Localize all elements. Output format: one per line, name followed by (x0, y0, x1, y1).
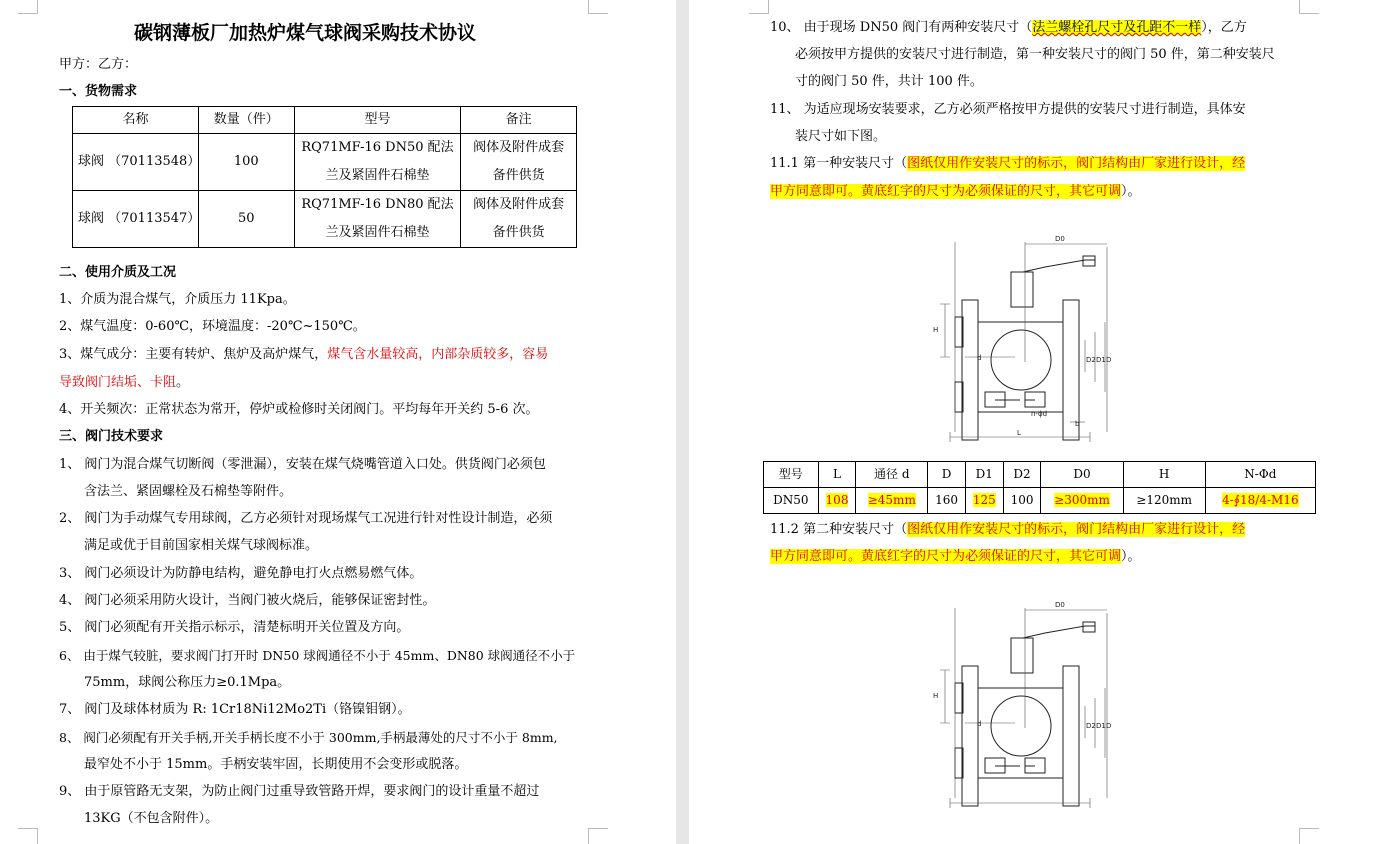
list-item-cont: 含法兰、紧固螺栓及石棉垫等附件。 (84, 484, 293, 499)
required-value: ≥300mm (1054, 493, 1110, 507)
table-row (764, 488, 1316, 514)
cell-line: 备件供货 (492, 168, 545, 183)
table-header-cell: D (928, 462, 966, 488)
table-header-cell: L (818, 462, 856, 488)
table-header-cell: 型号 (764, 462, 819, 488)
dim-label: D1 (1096, 722, 1106, 730)
table-cell (461, 191, 577, 248)
paragraph: 1、介质为混合煤气，介质压力 11Kpa。 (59, 292, 296, 307)
list-item: 7、 阀门及球体材质为 R: 1Cr18Ni12Mo2Ti（铬镍钼钢）。 (59, 702, 411, 717)
table-cell: 100 (1003, 488, 1041, 514)
dim-label: H (933, 692, 939, 700)
dim-label: D2 (1086, 356, 1096, 364)
dimension-table (763, 461, 1316, 514)
section-heading: 三、阀门技术要求 (59, 429, 164, 444)
crop-mark (1299, 0, 1319, 14)
crop-mark (588, 0, 608, 14)
list-item: 9、 由于原管路无支架，为防止阀门过重导致管路开焊，要求阀门的设计重量不超过 (59, 784, 540, 799)
ball (991, 330, 1051, 390)
paragraph-cont: 必须按甲方提供的安装尺寸进行制造，第一种安装尺寸的阀门 50 件，第二种安装尺 (795, 47, 1275, 62)
list-item-cont: 75mm，球阀公称压力≥0.1Mpa。 (84, 675, 291, 690)
highlight-text: 甲方同意即可。黄底红字的尺寸为必须保证的尺寸，其它可调 (770, 184, 1122, 199)
crop-mark (18, 0, 38, 14)
paragraph-cont: 装尺寸如下图。 (795, 129, 887, 144)
table-header-cell: 名称 (73, 107, 199, 134)
table-cell (294, 191, 461, 248)
dim-label: D0 (1055, 235, 1065, 243)
paragraph: 4、开关频次：正常状态为常开，停炉或检修时关闭阀门。平均每年开关约 5-6 次。 (59, 402, 539, 417)
paragraph: 2、煤气温度：0-60℃，环境温度：-20℃~150℃。 (59, 319, 366, 334)
table-cell-required (818, 488, 856, 514)
ball (991, 696, 1051, 756)
table-header-row (764, 462, 1316, 488)
text-run: 11.2 第二种安装尺寸（ (770, 522, 908, 537)
table-header-cell: D0 (1041, 462, 1123, 488)
required-value: ≥45mm (867, 493, 916, 507)
highlight-text: 法兰螺栓孔尺寸及孔距不一样 (1032, 20, 1202, 35)
paragraph-cont (770, 549, 1141, 565)
text-run: 3、煤气成分：主要有转炉、焦炉及高炉煤气， (59, 347, 328, 362)
table-header-row (73, 107, 577, 134)
red-text: 煤气含水量较高，内部杂质较多，容易 (327, 347, 549, 362)
table-header-cell: 通径 d (856, 462, 928, 488)
paragraph-cont (770, 184, 1141, 200)
table-cell (294, 134, 461, 191)
dim-label: D2 (1086, 722, 1096, 730)
table-cell-required (1041, 488, 1123, 514)
table-cell: 160 (928, 488, 966, 514)
table-cell: ≥120mm (1123, 488, 1205, 514)
dim-label: D (1106, 722, 1112, 730)
text-run: ）。 (1121, 549, 1141, 564)
cell-line: 兰及紧固件石棉垫 (325, 168, 430, 183)
required-value: 125 (972, 493, 996, 507)
table-cell: 球阀 （70113547） (73, 191, 199, 248)
list-item: 4、 阀门必须采用防火设计，当阀门被火烧后，能够保证密封性。 (59, 593, 436, 608)
table-header-cell: 备注 (461, 107, 577, 134)
cell-line: 备件供货 (492, 225, 545, 240)
dim-label: n-ϕd (1031, 410, 1048, 418)
table-cell-required (965, 488, 1003, 514)
text-run: 。 (176, 375, 190, 390)
document-page-left (0, 0, 676, 844)
dim-label: D1 (1096, 356, 1106, 364)
crop-mark (18, 828, 38, 844)
highlight-text: 甲方同意即可。黄底红字的尺寸为必须保证的尺寸，其它可调 (770, 549, 1122, 564)
section-heading: 二、使用介质及工况 (59, 265, 177, 280)
table-row (73, 134, 577, 191)
red-text: 导致阀门结垢、卡阻 (59, 375, 177, 390)
parties-line: 甲方：乙方： (59, 57, 138, 72)
list-item-cont: 最窄处不小于 15mm。手柄安装牢固，长期使用不会变形或脱落。 (84, 757, 468, 772)
document-page-right (689, 0, 1393, 844)
table-header-cell: N-Φd (1205, 462, 1315, 488)
section-heading: 一、货物需求 (59, 84, 138, 99)
table-cell: 100 (198, 134, 294, 191)
text-run: 10、 由于现场 DN50 阀门有两种安装尺寸（ (770, 20, 1033, 35)
text-run: ）。 (1121, 184, 1141, 199)
paragraph (770, 156, 1245, 172)
left-flange (962, 666, 978, 806)
right-flange (1063, 666, 1079, 806)
cell-line: RQ71MF-16 DN80 配法 (301, 197, 454, 212)
table-header-cell: H (1123, 462, 1205, 488)
text-run: 11.1 第一种安装尺寸（ (770, 156, 908, 171)
paragraph: 11、 为适应现场安装要求，乙方必须严格按甲方提供的安装尺寸进行制造，具体安 (770, 102, 1246, 117)
dim-label: D0 (1055, 601, 1065, 609)
dim-label: d (977, 720, 982, 728)
list-item-cont: 满足或优于目前国家相关煤气球阀标准。 (84, 538, 319, 553)
cell-line: RQ71MF-16 DN50 配法 (301, 140, 454, 155)
required-value: 4-∮18/4-M16 (1222, 493, 1299, 507)
crop-mark (749, 0, 769, 14)
list-item: 1、 阀门为混合煤气切断阀（零泄漏），安装在煤气烧嘴管道入口处。供货阀门必须包 (59, 457, 546, 472)
paragraph (770, 20, 1247, 36)
list-item: 8、 阀门必须配有开关手柄,开关手柄长度不小于 300mm,手柄最薄处的尺寸不小于 8mm, (59, 730, 558, 745)
paragraph (770, 522, 1245, 538)
list-item-cont: 13KG（不包含附件）。 (84, 811, 219, 826)
dim-label: H (933, 326, 939, 334)
cell-line: 阀体及附件成套 (473, 197, 565, 212)
table-cell (461, 134, 577, 191)
dim-label: D (1106, 356, 1112, 364)
dim-label: b (1075, 420, 1080, 428)
valve-drawing-1 (925, 232, 1140, 447)
table-row (73, 191, 577, 248)
highlight-text: 图纸仅用作安装尺寸的标示，阀门结构由厂家进行设计，经 (907, 156, 1246, 171)
paragraph (59, 375, 189, 391)
document-title: 碳钢薄板厂加热炉煤气球阀采购技术协议 (134, 22, 477, 44)
highlight-text: 图纸仅用作安装尺寸的标示，阀门结构由厂家进行设计，经 (907, 522, 1246, 537)
table-header-cell: 数量（件） (198, 107, 294, 134)
list-item: 6、 由于煤气较脏，要求阀门打开时 DN50 球阀通径不小于 45mm、DN80 球阀通径不小于 (59, 648, 576, 663)
required-value: 108 (825, 493, 849, 507)
paragraph-cont: 寸的阀门 50 件，共计 100 件。 (795, 74, 983, 89)
dim-label: L (1017, 429, 1021, 437)
table-cell: 50 (198, 191, 294, 248)
right-flange (1063, 300, 1079, 440)
table-header-cell: 型号 (294, 107, 461, 134)
table-cell-required (856, 488, 928, 514)
list-item: 2、 阀门为手动煤气专用球阀，乙方必须针对现场煤气工况进行针对性设计制造，必须 (59, 511, 553, 526)
goods-table (72, 106, 577, 248)
crop-mark (1299, 828, 1319, 844)
table-header-cell: D1 (965, 462, 1003, 488)
cell-line: 兰及紧固件石棉垫 (325, 225, 430, 240)
table-cell: 球阀 （70113548） (73, 134, 199, 191)
table-cell-required (1205, 488, 1315, 514)
valve-drawing-2 (925, 598, 1140, 813)
paragraph (59, 347, 548, 363)
cell-line: 阀体及附件成套 (473, 140, 565, 155)
left-flange (962, 300, 978, 440)
dim-label: d (977, 354, 982, 362)
text-run: ），乙方 (1201, 20, 1247, 35)
table-header-cell: D2 (1003, 462, 1041, 488)
crop-mark (588, 828, 608, 844)
list-item: 5、 阀门必须配有开关指示标示，清楚标明开关位置及方向。 (59, 620, 410, 635)
table-cell: DN50 (764, 488, 819, 514)
list-item: 3、 阀门必须设计为防静电结构，避免静电打火点燃易燃气体。 (59, 566, 423, 581)
